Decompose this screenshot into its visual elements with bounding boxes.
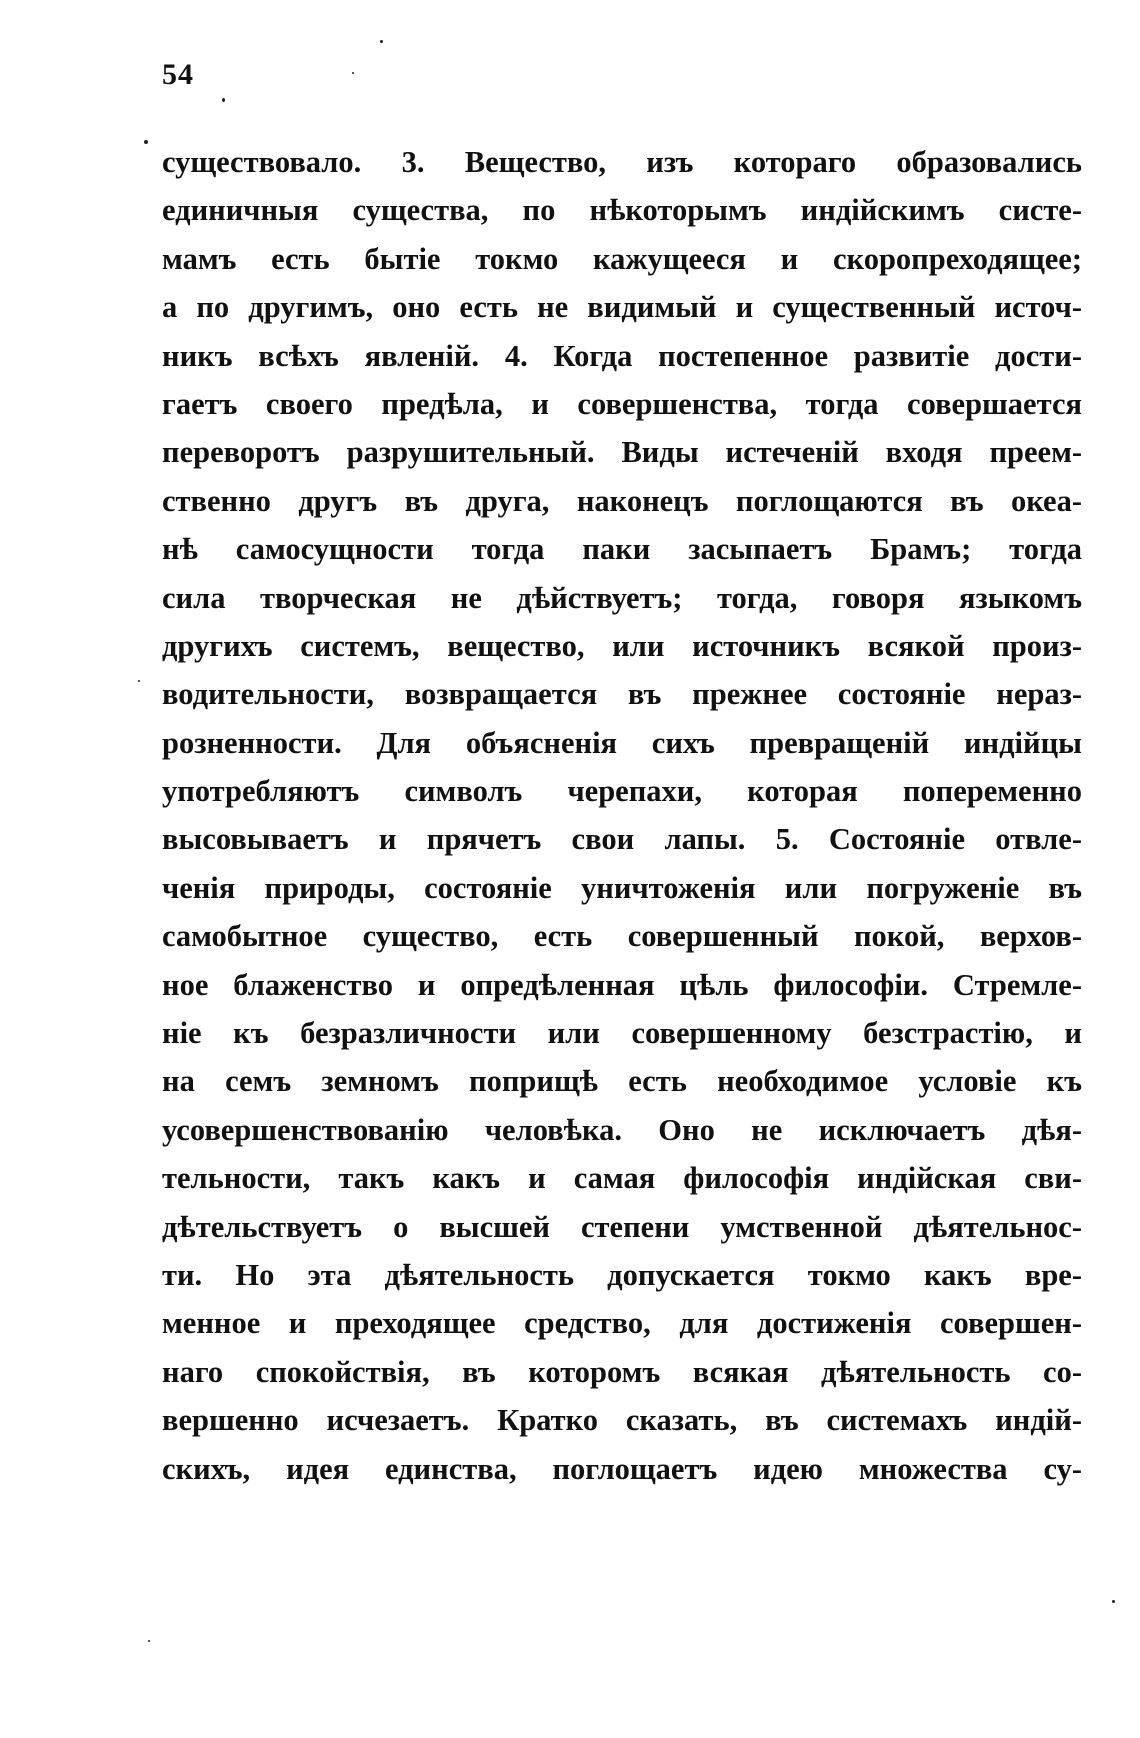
- text-line: употребляютъ символъ черепахи, которая попеременно: [162, 774, 1082, 809]
- scan-speck: [380, 40, 383, 43]
- text-line: мамъ есть бытіе токмо кажущееся и скоропреходящее;: [162, 241, 1082, 276]
- scan-speck: [352, 72, 354, 74]
- text-line: ное блаженство и опредѣленная цѣль философіи. Стремле-: [162, 967, 1082, 1002]
- text-line: нѣ самосущности тогда паки засыпаетъ Брамъ; тогда: [162, 532, 1082, 567]
- text-line: ченія природы, состояніе уничтоженія или погруженіе въ: [162, 870, 1082, 905]
- text-line: скихъ, идея единства, поглощаетъ идею множества су-: [162, 1451, 1082, 1486]
- text-line: наго спокойствія, въ которомъ всякая дѣятельность со-: [162, 1354, 1082, 1389]
- text-line: розненности. Для объясненія сихъ превращеній индійцы: [162, 725, 1082, 760]
- text-line: тельности, такъ какъ и самая философія индійская сви-: [162, 1161, 1082, 1196]
- text-line: усовершенствованію человѣка. Оно не исключаетъ дѣя-: [162, 1112, 1082, 1147]
- text-line: единичныя существа, по нѣкоторымъ индійскимъ систе-: [162, 193, 1082, 228]
- text-line: переворотъ разрушительный. Виды истеченій входя преем-: [162, 435, 1082, 470]
- scan-speck: [144, 140, 148, 144]
- text-line: водительности, возвращается въ прежнее состояніе нераз-: [162, 677, 1082, 712]
- scan-speck: [222, 98, 225, 102]
- scan-speck: [148, 1640, 150, 1642]
- text-line: гаетъ своего предѣла, и совершенства, тогда совершается: [162, 386, 1082, 421]
- body-text: [162, 138, 1082, 1493]
- text-line: сила творческая не дѣйствуетъ; тогда, говоря языкомъ: [162, 580, 1082, 615]
- text-line: высовываетъ и прячетъ свои лапы. 5. Состояніе отвле-: [162, 822, 1082, 857]
- text-line: а по другимъ, оно есть не видимый и существенный источ-: [162, 290, 1082, 325]
- scan-speck: [138, 680, 140, 682]
- text-line: другихъ системъ, вещество, или источникъ всякой произ-: [162, 628, 1082, 663]
- text-line: менное и преходящее средство, для достиженія совершен-: [162, 1306, 1082, 1341]
- page-number: 54: [162, 58, 194, 91]
- text-line: никъ всѣхъ явленій. 4. Когда постепенное развитіе дости-: [162, 338, 1082, 373]
- text-line: на семъ земномъ поприщѣ есть необходимое условіе къ: [162, 1064, 1082, 1099]
- text-line: ственно другъ въ друга, наконецъ поглощаются въ океа-: [162, 483, 1082, 518]
- text-line: самобытное существо, есть совершенный покой, верхов-: [162, 919, 1082, 954]
- text-line: ніе къ безразличности или совершенному безстрастію, и: [162, 1016, 1082, 1051]
- scan-speck: [1112, 1600, 1115, 1603]
- text-line: ти. Но эта дѣятельность допускается токмо какъ вре-: [162, 1257, 1082, 1292]
- text-line: вершенно исчезаетъ. Кратко сказать, въ системахъ индій-: [162, 1403, 1082, 1438]
- text-line: дѣтельствуетъ о высшей степени умственной дѣятельнос-: [162, 1209, 1082, 1244]
- text-line: существовало. 3. Вещество, изъ котораго образовались: [162, 145, 1082, 179]
